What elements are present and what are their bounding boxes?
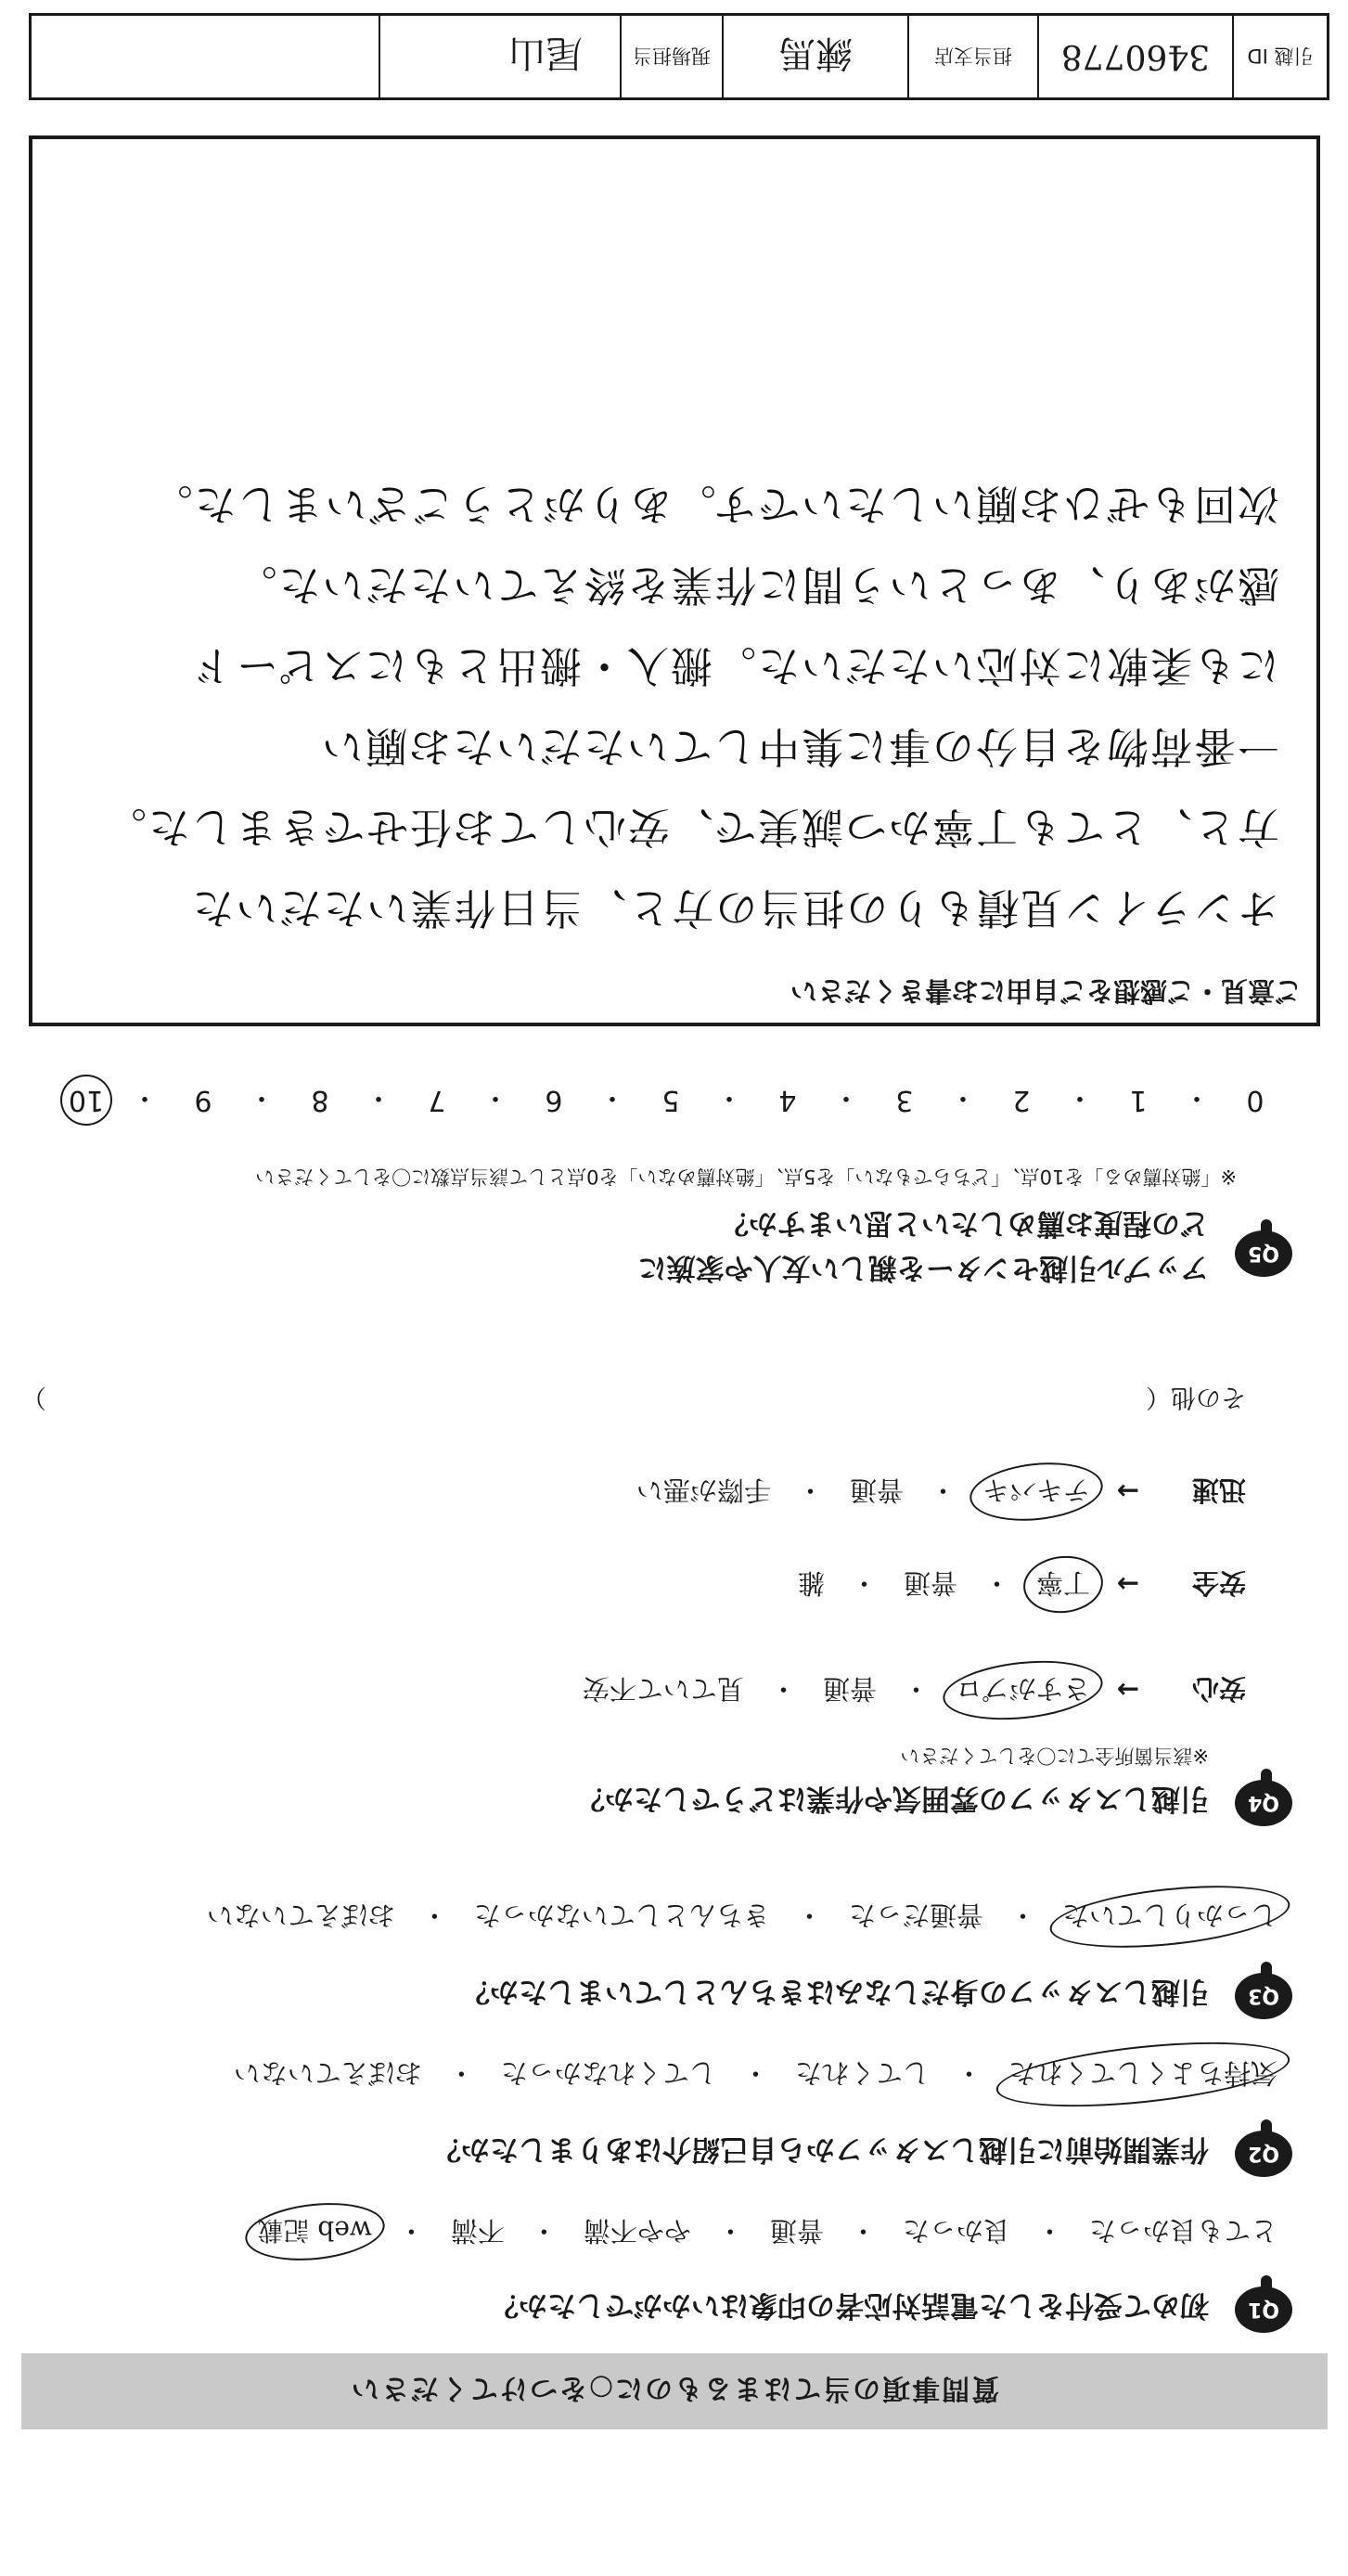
branch-value: 練馬	[724, 16, 909, 97]
q4-row-2-label: 安全	[1191, 1567, 1246, 1599]
q4-row-3-option-3[interactable]: 手際が悪い	[635, 1475, 771, 1506]
q1-text: 初めて受付をした電話対応者の印象はいかがでしたか？	[490, 2288, 1209, 2322]
instruction-banner: 質問事項の当てはまるものに○をつけてください	[21, 2353, 1328, 2429]
q2-option-2[interactable]: してくれた	[794, 2057, 930, 2089]
q3-option-3[interactable]: きちんとしていなかった	[473, 1900, 770, 1931]
q1-option-4[interactable]: やや不満	[583, 2215, 691, 2247]
q2-text: 作業開始前に引越しスタッフから自己紹介はありましたか？	[432, 2132, 1209, 2166]
q1-badge: Q1	[1235, 2286, 1292, 2333]
q5-score-10-selected[interactable]: 10	[68, 1084, 105, 1117]
q4-row-3-option-1[interactable]: テキパキ	[977, 1473, 1096, 1511]
field-leader-label: 現場担当	[622, 16, 724, 97]
comment-line: 方と、とても丁寧かつ誠実で、安心してお任せできました。	[102, 803, 1279, 852]
comment-line: 次回もぜひお願いしたいです。ありがとうございました。	[148, 480, 1279, 529]
q4-row-1-option-2[interactable]: 普通	[822, 1673, 877, 1705]
q3-option-2[interactable]: 普通だった	[848, 1900, 983, 1931]
q5-score-1[interactable]: 1	[1129, 1084, 1148, 1117]
q4-row-3-option-2[interactable]: 普通	[849, 1475, 904, 1506]
q3-text: 引越しスタッフの身だしなみはきちんとしていましたか？	[461, 1975, 1209, 2008]
q4-row-2-option-3[interactable]: 雑	[797, 1567, 825, 1599]
q2-options: 気持ちよくしてくれた ・ してくれた ・ してくれなかった ・ おぼえていない	[228, 2055, 1283, 2093]
branch-label: 担当支店	[909, 16, 1039, 97]
q2-option-1[interactable]: 気持ちよくしてくれた	[1003, 2055, 1283, 2093]
q1-handwritten-note: web 記載	[251, 2214, 377, 2251]
q4-row-2-option-1[interactable]: 丁寧	[1031, 1565, 1096, 1604]
comment-line: 感があり、あっという間に作業を終えていただいた。	[233, 560, 1279, 610]
q5-score-9[interactable]: 9	[194, 1084, 212, 1117]
q5-score-2[interactable]: 2	[1012, 1084, 1031, 1117]
q4-row-anshin: 安心 → さすがプロ ・ 普通 ・ 見ていて不安	[577, 1671, 1246, 1709]
q5-score-0[interactable]: 0	[1246, 1084, 1265, 1117]
move-id-label: 引越 ID	[1247, 45, 1314, 67]
q1-option-2[interactable]: 良かった	[902, 2215, 1010, 2247]
q1-option-3[interactable]: 普通	[769, 2215, 824, 2247]
q5-score-3[interactable]: 3	[895, 1084, 914, 1117]
move-id-value: 3460778	[1039, 16, 1234, 97]
q1-option-1[interactable]: とても良かった	[1088, 2215, 1277, 2247]
q4-row-anzen: 安全 → 丁寧 ・ 普通 ・ 雑	[792, 1565, 1246, 1604]
comment-title: ご意見・ご感想をご自由にお書きください	[790, 975, 1302, 1007]
field-leader-value: 尾山	[380, 16, 622, 97]
q4-other-close: ）	[21, 1383, 46, 1411]
footer-table	[29, 13, 1329, 100]
q1-options: とても良かった ・ 良かった ・ 普通 ・ やや不満 ・ 不満 ・ web 記載	[251, 2213, 1283, 2251]
q4-row-3-label: 迅速	[1191, 1475, 1246, 1506]
q4-row-1-label: 安心	[1191, 1673, 1246, 1705]
q2-option-3[interactable]: してくれなかった	[500, 2057, 716, 2089]
q5-score-8[interactable]: 8	[311, 1084, 329, 1117]
q4-row-2-option-2[interactable]: 普通	[903, 1567, 957, 1599]
footer-empty-cell	[32, 16, 380, 97]
q5-text-line2: どの程度お薦めしたいと思いますか？	[720, 1206, 1209, 1240]
q4-row-1-option-3[interactable]: 見ていて不安	[582, 1673, 744, 1705]
handwritten-comment	[55, 464, 1279, 948]
q5-score-7[interactable]: 7	[428, 1084, 446, 1117]
q2-badge: Q2	[1235, 2131, 1292, 2177]
q4-note: ※該当箇所全てに〇をしてください	[900, 1745, 1209, 1767]
comment-line: オンライン見積もりの担当の方と、当日作業いただいた	[190, 883, 1279, 933]
q4-text: 引越しスタッフの雰囲気や作業はどうでしたか？	[576, 1782, 1209, 1815]
q5-score-6[interactable]: 6	[545, 1084, 563, 1117]
q5-scale: 0 ・ 1 ・ 2 ・ 3 ・ 4 ・ 5 ・ 6 ・ 7 ・ 8 ・ 9 ・ 10	[68, 1080, 1274, 1121]
q4-row-1-option-1[interactable]: さすがプロ	[950, 1671, 1096, 1709]
q3-options: しっかりしていた ・ 普通だった ・ きちんとしていなかった ・ おぼえていない	[201, 1898, 1283, 1936]
comment-line: にも柔軟に対応いただいた。搬入・搬出ともにスピード	[190, 641, 1279, 690]
q4-other-label[interactable]: その他（	[1146, 1383, 1246, 1411]
comment-line: 一番荷物を自分の事に集中していただいたお願い	[319, 722, 1279, 771]
q5-score-4[interactable]: 4	[778, 1084, 797, 1117]
q5-note: ※「絶対薦める」を10点、「どちらでもない」を5点、「絶対薦めない」を0点として該当点数に〇をしてください	[255, 1166, 1237, 1188]
q2-option-4[interactable]: おぼえていない	[233, 2057, 422, 2089]
q5-score-5[interactable]: 5	[661, 1084, 680, 1117]
q3-option-1[interactable]: しっかりしていた	[1057, 1898, 1283, 1936]
q4-row-jinsoku: 迅速 → テキパキ ・ 普通 ・ 手際が悪い	[631, 1473, 1246, 1511]
q5-text-line1: アップル引越センターを親しい友人や家族に	[637, 1251, 1209, 1284]
q5-badge: Q5	[1235, 1230, 1292, 1277]
comment-box[interactable]	[29, 135, 1320, 1026]
q1-option-5[interactable]: 不満	[450, 2215, 505, 2247]
arrow-icon: →	[1116, 1475, 1140, 1508]
arrow-icon: →	[1116, 1568, 1140, 1601]
q3-option-4[interactable]: おぼえていない	[206, 1900, 395, 1931]
q4-other-row	[21, 1382, 1246, 1418]
q3-badge: Q3	[1235, 1973, 1292, 2019]
q4-badge: Q4	[1235, 1780, 1292, 1826]
arrow-icon: →	[1116, 1674, 1140, 1707]
